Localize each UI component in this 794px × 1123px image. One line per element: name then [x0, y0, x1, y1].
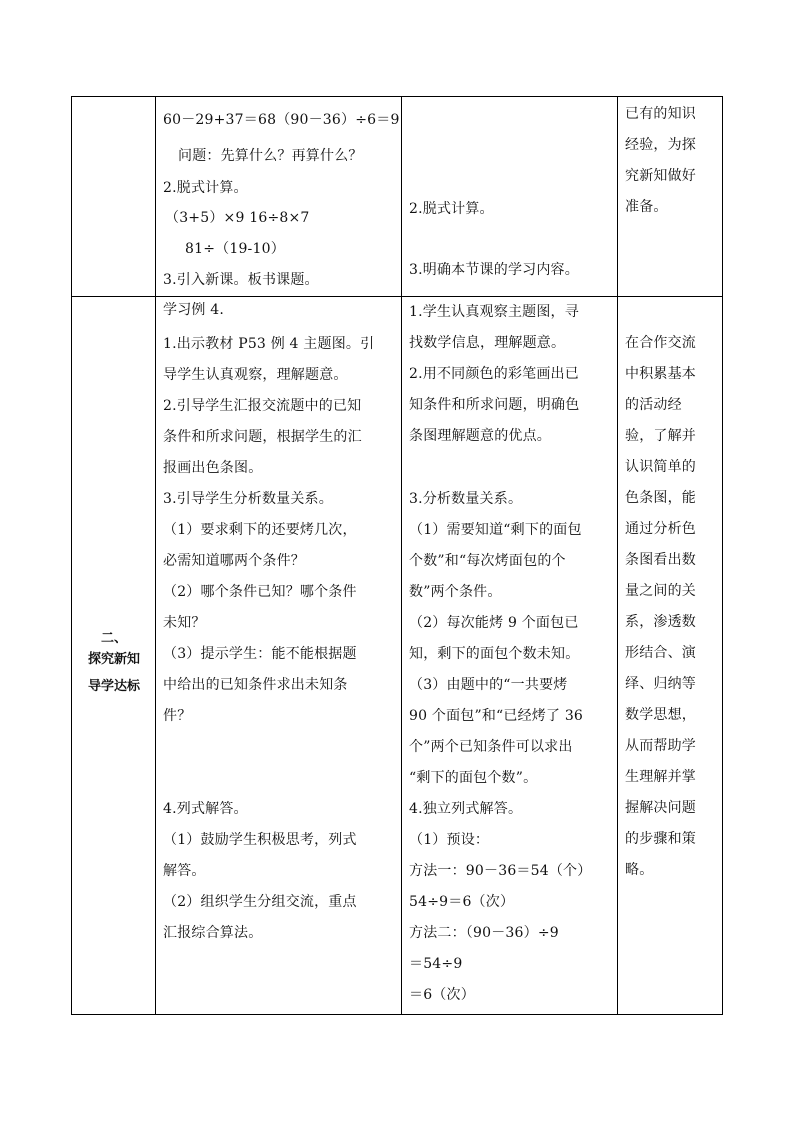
text-line: 81÷（19-10） [185, 241, 285, 257]
stage-cell [72, 297, 156, 1015]
text-line: 条图看出数 [625, 552, 696, 568]
text-line: 解答。 [163, 863, 206, 879]
text-line: 究新知做好 [625, 168, 696, 184]
text-line: 色条图，能 [625, 490, 696, 506]
text-line: 汇报综合算法。 [163, 925, 263, 941]
text-line: （3+5）×9 16÷8×7 [165, 210, 310, 226]
text-line: （1）需要知道“剩下的面包 [409, 522, 582, 538]
text-line: 4.列式解答。 [163, 801, 248, 817]
text-line: 验，了解并 [625, 428, 696, 444]
student-activity-cell [402, 97, 618, 297]
design-intent-cell [618, 297, 723, 1015]
stage-title-line: 导学达标 [87, 679, 140, 694]
text-line: 形结合、演 [625, 645, 696, 661]
text-line: 系，渗透数 [625, 614, 696, 630]
text-line: ＝6（次） [409, 987, 475, 1003]
text-line: 报画出色条图。 [163, 460, 263, 476]
text-line: （2）组织学生分组交流，重点 [163, 894, 357, 910]
student-activity-cell [402, 297, 618, 1015]
lesson-plan-table [71, 96, 723, 1015]
text-line: 问题：先算什么？再算什么？ [178, 148, 363, 164]
text-line: 握解决问题 [625, 800, 696, 816]
table-row [72, 297, 723, 1015]
text-line: 方法二：（90－36）÷9 [409, 925, 559, 941]
text-line: 找数学信息，理解题意。 [409, 335, 566, 351]
table-row [72, 97, 723, 297]
text-line: （2）每次能烤 9 个面包已 [409, 615, 579, 631]
text-line: 认识简单的 [625, 459, 696, 475]
text-line: （2）哪个条件已知？哪个条件 [163, 584, 357, 600]
text-line: 数”两个条件。 [409, 584, 502, 600]
text-line: 导学生认真观察，理解题意。 [163, 367, 348, 383]
text-line: 方法一：90－36＝54（个） [409, 863, 592, 879]
text-line: （1）要求剩下的还要烤几次， [163, 522, 357, 538]
text-line: 数学思想， [625, 707, 696, 723]
text-line: （3）由题中的“一共要烤 [409, 677, 568, 693]
text-line: 条件和所求问题，根据学生的汇 [163, 429, 362, 445]
teacher-activity-cell [156, 297, 402, 1015]
text-line: （3）提示学生：能不能根据题 [163, 646, 357, 662]
text-line: 学习例 4. [163, 302, 225, 318]
text-line: 绎、归纳等 [625, 676, 696, 692]
text-line: 经验，为探 [625, 137, 696, 153]
text-line: 2.脱式计算。 [163, 180, 248, 196]
text-line: 2.用不同颜色的彩笔画出已 [409, 366, 579, 382]
text-line: 知，剩下的面包个数未知。 [409, 646, 580, 662]
text-line: 3.分析数量关系。 [409, 491, 523, 507]
text-line: 必需知道哪两个条件？ [163, 553, 305, 569]
text-line: 件？ [163, 708, 192, 724]
text-line: 4.独立列式解答。 [409, 801, 523, 817]
text-line: 的活动经 [625, 397, 682, 413]
text-line: 略。 [625, 862, 654, 878]
text-line: 已有的知识 [625, 106, 696, 122]
text-line: 未知？ [163, 615, 206, 631]
text-line: 知条件和所求问题，明确色 [409, 397, 580, 413]
design-intent-cell [618, 97, 723, 297]
stage-title-line: 探究新知 [87, 652, 140, 667]
text-line: 准备。 [625, 199, 668, 215]
text-line: 中积累基本 [625, 366, 696, 382]
text-line: 60－29+37＝68（90－36）÷6＝9 [163, 112, 400, 128]
text-line: 2.引导学生汇报交流题中的已知 [163, 398, 362, 414]
text-line: 通过分析色 [625, 521, 696, 537]
text-line: 从而帮助学 [625, 738, 696, 754]
text-line: （1）鼓励学生积极思考，列式 [163, 832, 357, 848]
text-line: 1.学生认真观察主题图，寻 [409, 304, 579, 320]
text-line: 2.脱式计算。 [409, 201, 494, 217]
text-line: 54÷9＝6（次） [409, 894, 515, 910]
text-line: 3.引入新课。板书课题。 [163, 272, 319, 288]
text-line: 3.明确本节课的学习内容。 [409, 262, 579, 278]
text-line: 90 个面包”和“已经烤了 36 [409, 708, 584, 724]
text-line: 1.出示教材 P53 例 4 主题图。引 [163, 336, 375, 352]
text-line: 条图理解题意的优点。 [409, 428, 551, 444]
text-line: 在合作交流 [625, 335, 696, 351]
teacher-activity-cell [156, 97, 402, 297]
text-line: 的步骤和策 [625, 831, 696, 847]
text-line: （1）预设： [409, 832, 490, 848]
text-line: ＝54÷9 [409, 956, 463, 972]
text-line: 个数”和“每次烤面包的个 [409, 553, 566, 569]
text-line: 3.引导学生分析数量关系。 [163, 491, 333, 507]
stage-cell [72, 97, 156, 297]
text-line: 中给出的已知条件求出未知条 [163, 677, 348, 693]
stage-number: 二、 [100, 631, 127, 646]
text-line: 生理解并掌 [625, 769, 696, 785]
text-line: “剩下的面包个数”。 [409, 770, 538, 786]
text-line: 个”两个已知条件可以求出 [409, 739, 573, 755]
text-line: 量之间的关 [625, 583, 696, 599]
